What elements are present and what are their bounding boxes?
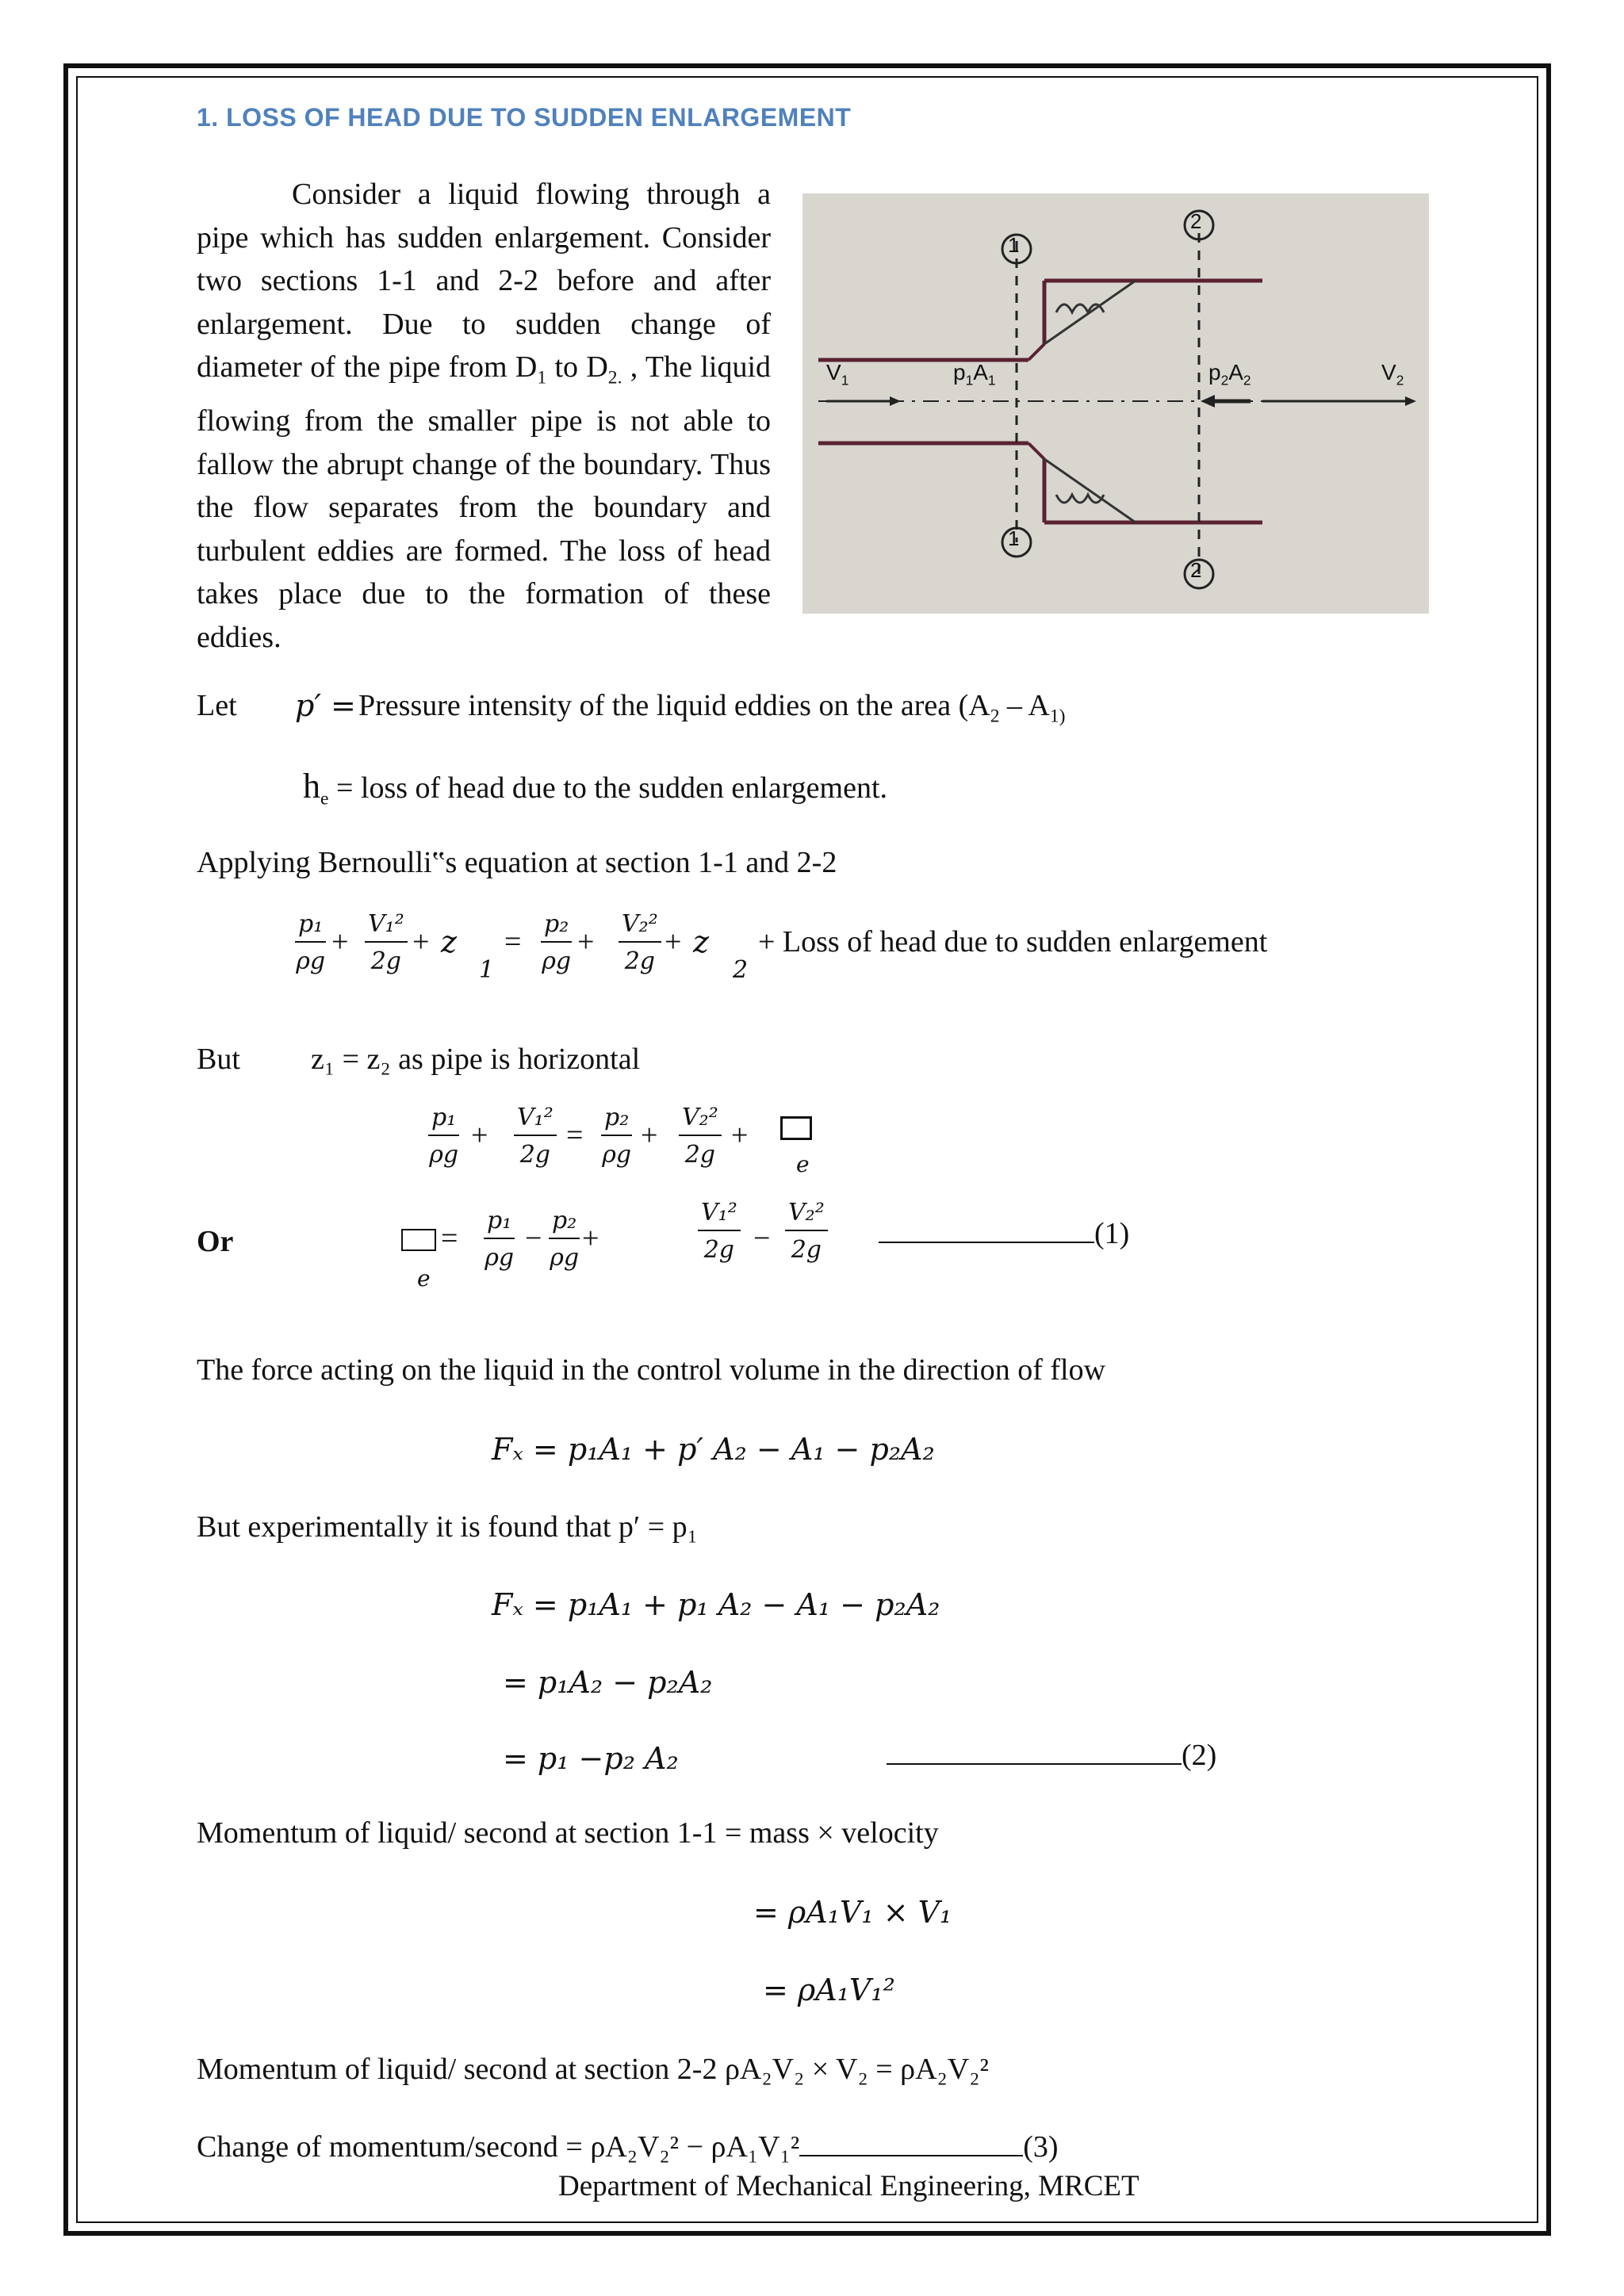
frac-p2-rhog-b: $\frac{\text{p₂}}{\rho g}$ (602, 1104, 632, 1169)
force-intro: The force acting on the liquid in the control volume in the direction of flow (197, 1353, 1106, 1387)
momentum-section-1: Momentum of liquid/ second at section 1-1 = mass × velocity (197, 1816, 939, 1850)
frac-v1-2g-a: $\frac{\text{V₁²}}{2g}$ (365, 910, 408, 975)
or-label: Or (197, 1225, 234, 1258)
he-subscript-e: e (796, 1151, 810, 1177)
force-equation-4: = p₁ −p₂ A₂ (503, 1741, 679, 1776)
momentum-eq-1b: = ρA₁V₁² (763, 1973, 895, 2007)
he-placeholder-box (401, 1229, 436, 1251)
frac-v1-2g-c: $\frac{\text{V₁²}}{2g}$ (698, 1199, 741, 1264)
frac-p1-rhog-c: $\frac{\text{p₁}}{\rho g}$ (485, 1207, 515, 1272)
bernoulli-intro: Applying Bernoulli‟s equation at section 1-1 and 2-2 (197, 846, 837, 879)
z2-symbol: z (693, 924, 710, 959)
equals-sign: = (504, 925, 522, 959)
loss-of-head-text: + Loss of head due to sudden enlargement (758, 925, 1268, 959)
plus-sign: + (641, 1119, 658, 1152)
frac-v2-2g-c: $\frac{\text{V₂²}}{2g}$ (785, 1199, 828, 1264)
v1-label: $V_1$ (826, 360, 849, 388)
experimental-statement: But experimentally it is found that p′ = p₁ (197, 1510, 698, 1544)
minus-sign: − (753, 1222, 771, 1255)
p-prime-symbol: p′ = (295, 688, 356, 723)
z1-subscript: 1 (479, 956, 495, 984)
v2-label: $V_2$ (1381, 360, 1404, 388)
p1a1-label: $p_1A_1$ (953, 360, 996, 388)
he-subscript-e: e (417, 1265, 431, 1292)
p-prime-definition: Pressure intensity of the liquid eddies on the area ($A_2 - A_{1)}$ (358, 689, 1066, 727)
he-placeholder-box (780, 1116, 812, 1140)
let-label: Let (197, 689, 237, 722)
plus-sign: + (331, 925, 349, 959)
but-label: But (197, 1043, 240, 1076)
plus-sign: + (665, 925, 682, 959)
z1-symbol: z (441, 924, 458, 959)
section-1-bottom-label: 1 (1008, 526, 1020, 550)
plus-sign: + (471, 1119, 488, 1152)
intro-text-end: , The liquid flowing from the smaller pipe is not able to fallow the abrupt change of the boundary. Thus the flow separates from the boundary and turbulent eddies are formed. The loss of head takes place due to the formation of these eddies. (197, 350, 771, 654)
frac-p2-rhog-a: $\frac{\text{p₂}}{\rho g}$ (542, 910, 572, 975)
frac-v2-2g-a: $\frac{\text{V₂²}}{2g}$ (619, 910, 661, 975)
d2-subscript: 2. (607, 367, 622, 388)
pipe-diagram (802, 193, 1429, 614)
intro-paragraph (197, 173, 771, 659)
plus-sign: + (412, 925, 430, 959)
equals-sign: = (441, 1222, 458, 1255)
frac-p2-rhog-c: $\frac{\text{p₂}}{\rho g}$ (550, 1207, 580, 1272)
p2a2-label: $p_2A_2$ (1208, 360, 1251, 388)
frac-v1-2g-b: $\frac{\text{V₁²}}{2g}$ (514, 1104, 557, 1169)
intro-text-to: to D (546, 350, 608, 384)
frac-p1-rhog-b: $\frac{\text{p₁}}{\rho g}$ (429, 1104, 459, 1169)
page-footer: Department of Mechanical Engineering, MRCET (558, 2170, 1139, 2202)
minus-sign: − (525, 1222, 542, 1255)
section-title: 1. LOSS OF HEAD DUE TO SUDDEN ENLARGEMENT (197, 103, 852, 132)
plus-sign: + (582, 1222, 599, 1255)
force-equation-3: = p₁A₂ − p₂A₂ (503, 1665, 713, 1700)
section-2-bottom-label: 2 (1190, 558, 1202, 582)
equals-sign: = (566, 1119, 584, 1152)
force-equation-1: Fₓ = p₁A₁ + p′ A₂ − A₁ − p₂A₂ (492, 1432, 935, 1467)
section-1-top-label: 1 (1008, 233, 1020, 257)
plus-sign: + (577, 925, 595, 959)
z2-subscript: 2 (733, 956, 749, 984)
horizontal-pipe-condition: z₁ = z₂ as pipe is horizontal (311, 1043, 641, 1076)
change-of-momentum: Change of momentum/second = ρA₂V₂² − ρA₁V₁² (3) (197, 2130, 1059, 2164)
frac-v2-2g-b: $\frac{\text{V₂²}}{2g}$ (679, 1104, 722, 1169)
momentum-eq-1a: = ρA₁V₁ × V₁ (753, 1895, 952, 1930)
section-2-top-label: 2 (1190, 209, 1202, 233)
force-equation-2: Fₓ = p₁A₁ + p₁ A₂ − A₁ − p₂A₂ (492, 1587, 940, 1622)
he-definition: $h_e$ = loss of head due to the sudden enlargement. (303, 767, 888, 809)
frac-p1-rhog-a: $\frac{\text{p₁}}{\rho g}$ (296, 910, 326, 975)
plus-sign: + (731, 1119, 749, 1152)
equation-2-number: (2) (887, 1738, 1216, 1773)
equation-1-number: (1) (879, 1216, 1129, 1251)
intro-text-start: Consider a liquid flowing through a pipe which has sudden enlargement. Consider two sections 1-1 and 2-2 before and after enlargement. Due to sudden change of diameter of the pipe from D (197, 178, 771, 384)
momentum-section-2: Momentum of liquid/ second at section 2-2 ρA₂V₂ × V₂ = ρA₂V₂² (197, 2053, 989, 2086)
sudden-enlargement-figure (802, 193, 1429, 614)
d1-subscript: 1 (537, 367, 547, 388)
